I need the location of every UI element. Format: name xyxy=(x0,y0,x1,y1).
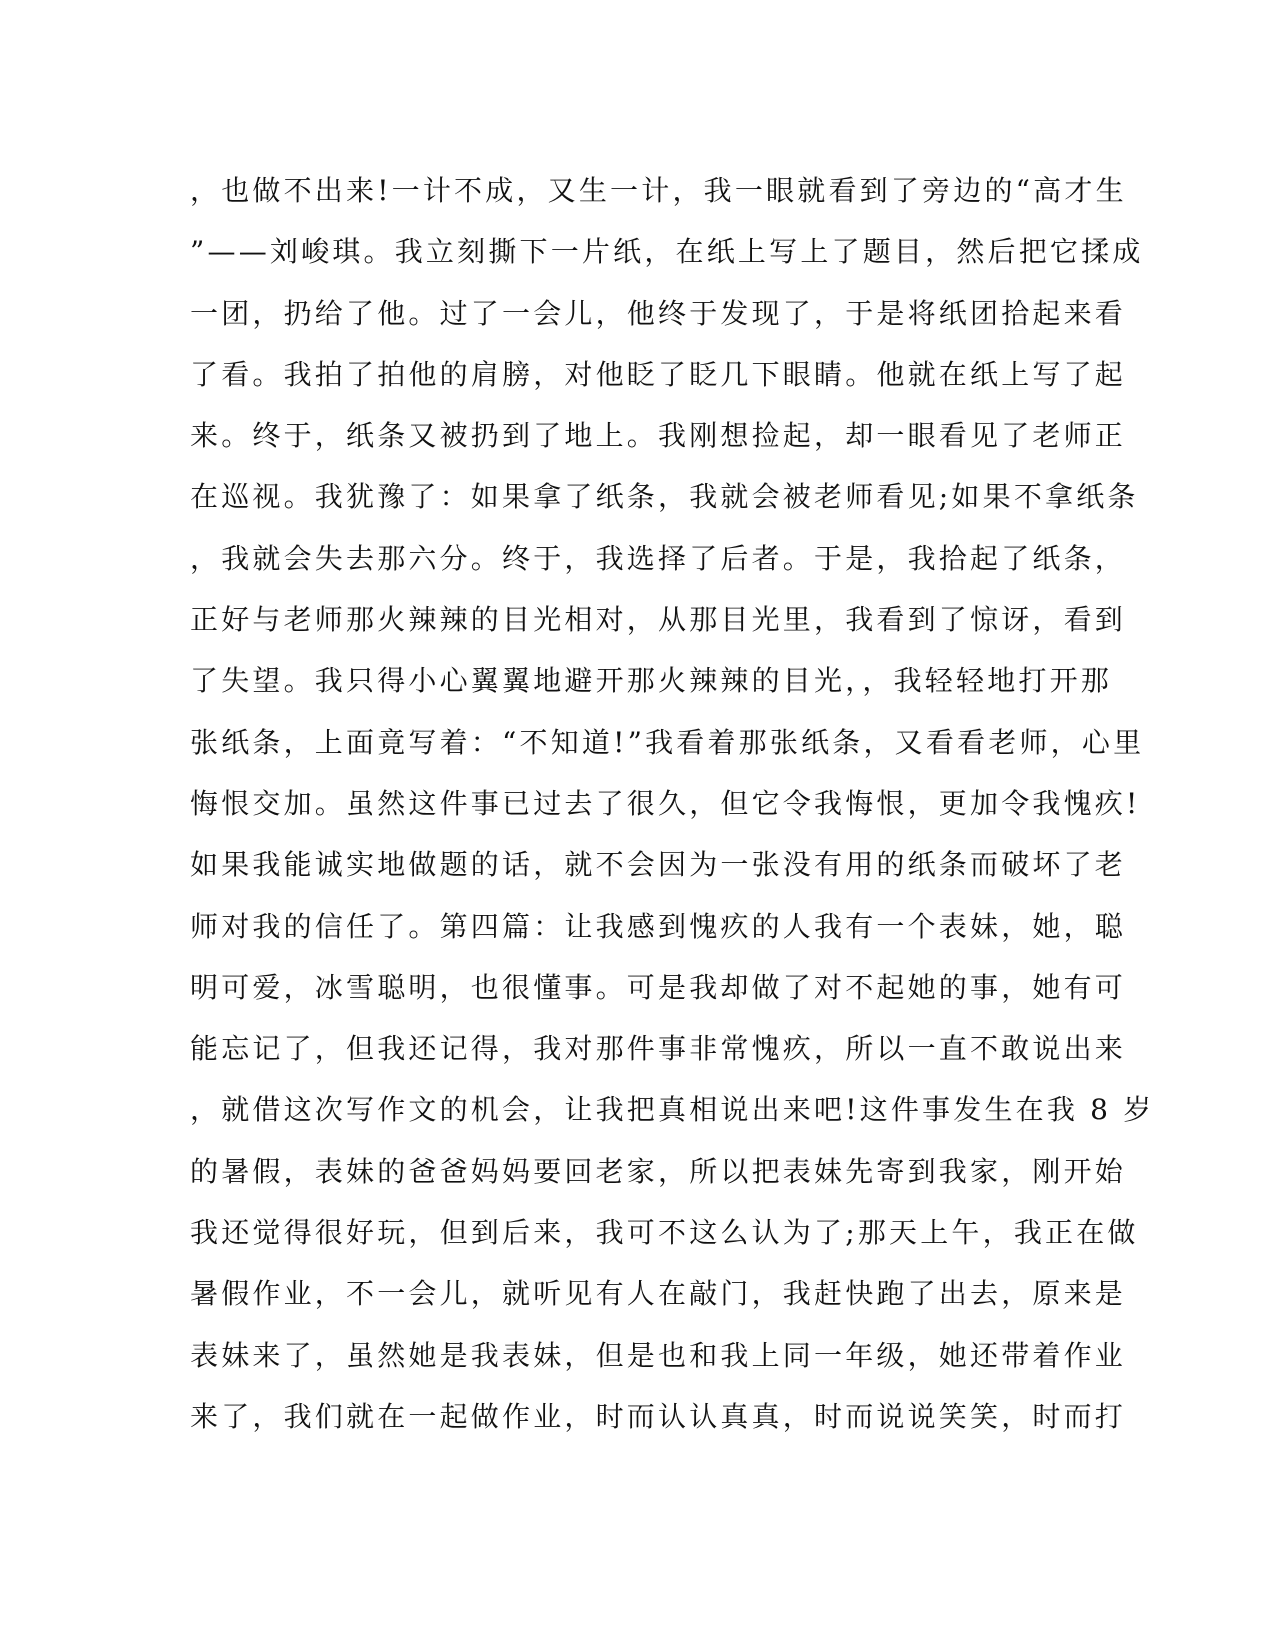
text-line: ”——刘峻琪。我立刻撕下一片纸，在纸上写上了题目，然后把它揉成 xyxy=(190,235,1144,269)
text-line: ，就借这次写作文的机会，让我把真相说出来吧!这件事发生在我 8 岁 xyxy=(190,1093,1155,1127)
text-line: 一团，扔给了他。过了一会儿，他终于发现了，于是将纸团拾起来看 xyxy=(190,296,1127,330)
text-line: 张纸条，上面竟写着：“不知道!”我看着那张纸条，又看看老师，心里 xyxy=(190,725,1145,759)
text-line: ，我就会失去那六分。终于，我选择了后者。于是，我拾起了纸条， xyxy=(190,541,1127,575)
text-line: 明可爱，冰雪聪明，也很懂事。可是我却做了对不起她的事，她有可 xyxy=(190,970,1127,1004)
text-line: 了看。我拍了拍他的肩膀，对他眨了眨几下眼睛。他就在纸上写了起 xyxy=(190,357,1127,391)
text-line: 在巡视。我犹豫了：如果拿了纸条，我就会被老师看见;如果不拿纸条 xyxy=(190,480,1139,514)
text-line: 来。终于，纸条又被扔到了地上。我刚想捡起，却一眼看见了老师正 xyxy=(190,419,1127,453)
body-text xyxy=(190,160,1155,1447)
text-line: ，也做不出来!一计不成，又生一计，我一眼就看到了旁边的“高才生 xyxy=(190,174,1127,207)
text-line: 了失望。我只得小心翼翼地避开那火辣辣的目光，，我轻轻地打开那 xyxy=(190,664,1113,698)
text-line: 来了，我们就在一起做作业，时而认认真真，时而说说笑笑，时而打 xyxy=(190,1399,1127,1433)
text-line: 表妹来了，虽然她是我表妹，但是也和我上同一年级，她还带着作业 xyxy=(190,1338,1127,1372)
text-line: 暑假作业，不一会儿，就听见有人在敲门，我赶快跑了出去，原来是 xyxy=(190,1277,1127,1311)
text-line: 师对我的信任了。第四篇：让我感到愧疚的人我有一个表妹，她，聪 xyxy=(190,909,1127,943)
text-line: 悔恨交加。虽然这件事已过去了很久，但它令我悔恨，更加令我愧疚! xyxy=(190,786,1141,820)
text-line: 正好与老师那火辣辣的目光相对，从那目光里，我看到了惊讶，看到 xyxy=(190,603,1127,637)
text-line: 我还觉得很好玩，但到后来，我可不这么认为了;那天上午，我正在做 xyxy=(190,1216,1139,1250)
text-line: 如果我能诚实地做题的话，就不会因为一张没有用的纸条而破坏了老 xyxy=(190,848,1127,882)
text-line: 能忘记了，但我还记得，我对那件事非常愧疚，所以一直不敢说出来 xyxy=(190,1032,1127,1066)
text-line: 的暑假，表妹的爸爸妈妈要回老家，所以把表妹先寄到我家，刚开始 xyxy=(190,1154,1127,1188)
